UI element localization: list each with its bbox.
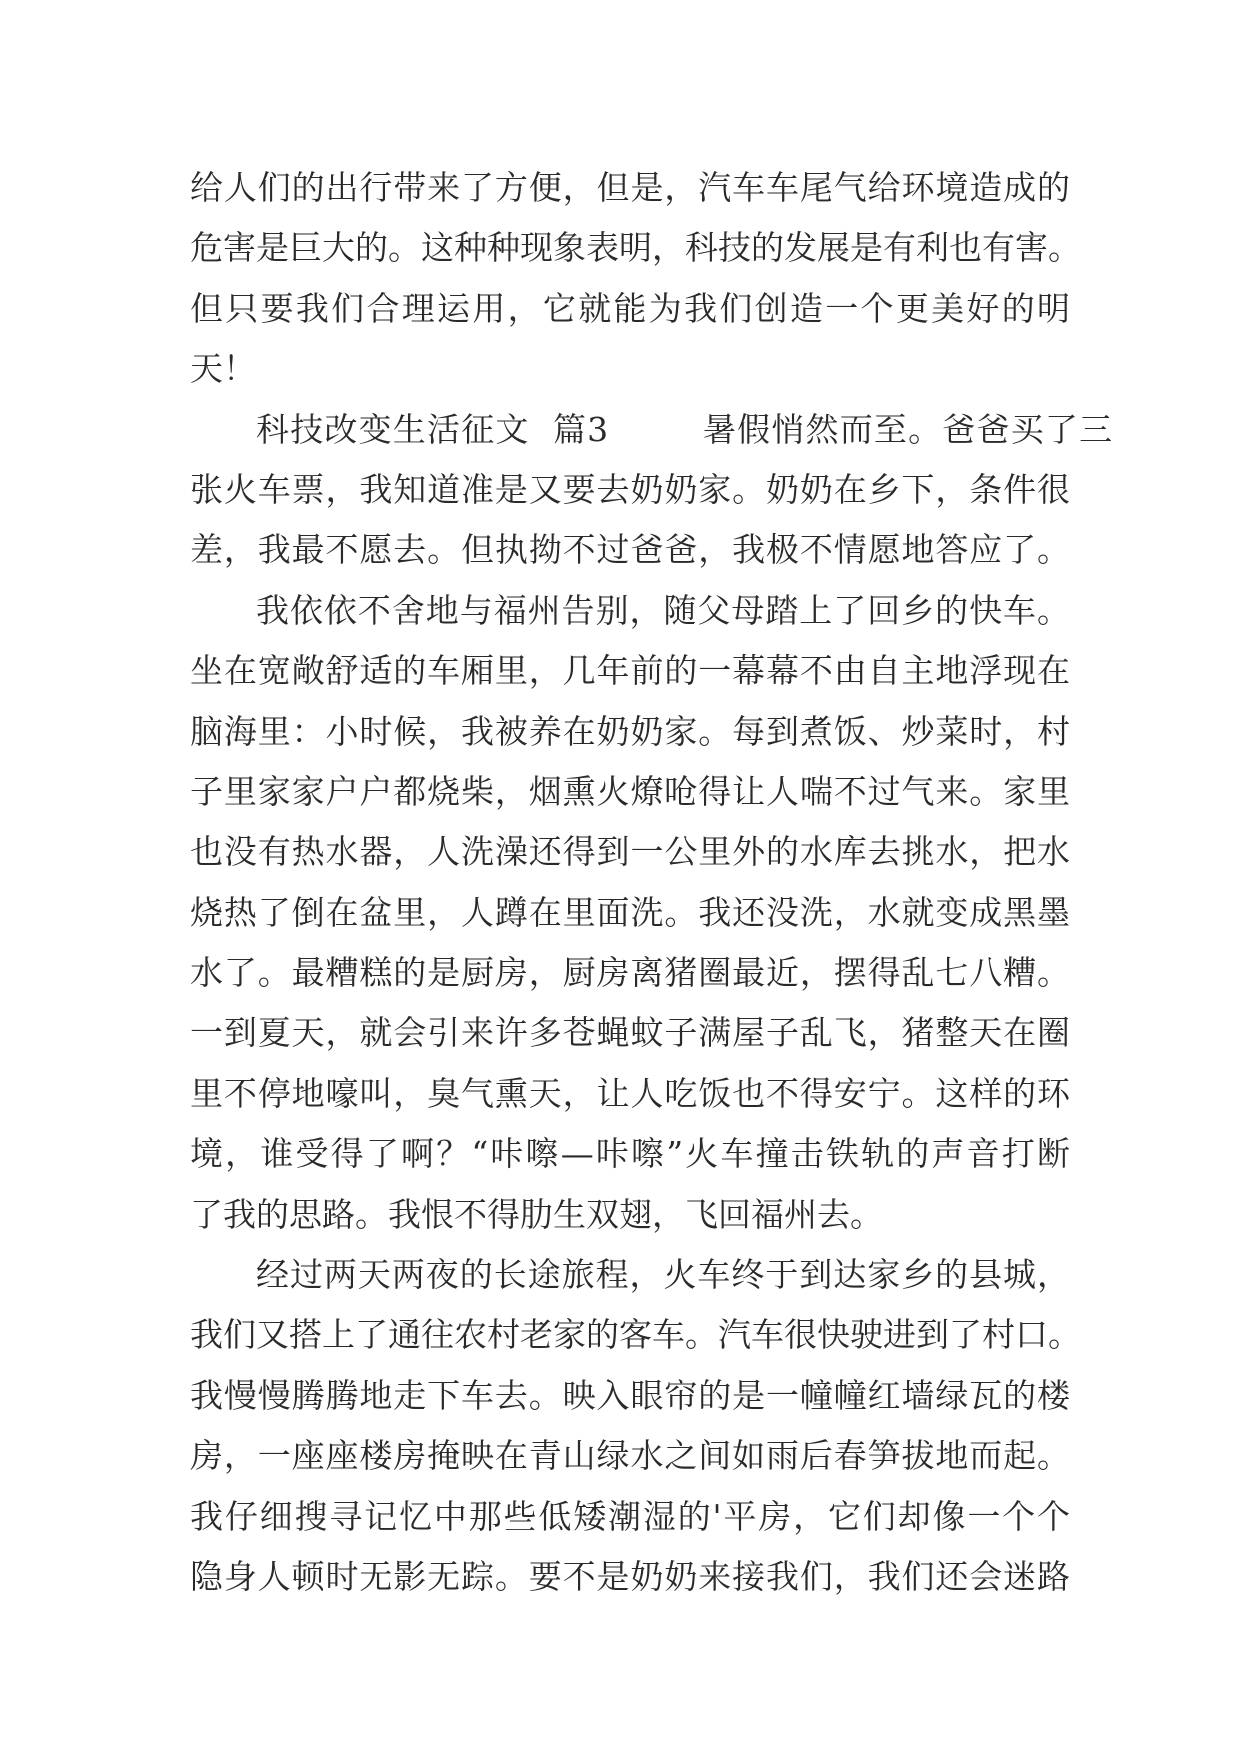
text-line: 我们又搭上了通往农村老家的客车。汽车很快驶进到了村口。: [190, 1315, 1081, 1355]
text-line: 里不停地嚎叫，臭气熏天，让人吃饭也不得安宁。这样的环: [190, 1073, 1070, 1113]
text-line: 给人们的出行带来了方便，但是，汽车车尾气给环境造成的: [190, 168, 1070, 207]
text-line: 我仔细搜寻记忆中那些低矮潮湿的'平房，它们却像一个个: [190, 1496, 1070, 1536]
text-line: 了我的思路。我恨不得肋生双翅，飞回福州去。: [190, 1194, 883, 1234]
body-text: [190, 158, 1114, 1607]
text-line: 隐身人顿时无影无踪。要不是奶奶来接我们，我们还会迷路: [190, 1556, 1070, 1596]
text-line: 境，谁受得了啊？“咔嚓—咔嚓”火车撞击铁轨的声音打断: [190, 1134, 1070, 1174]
text-line: 天！: [190, 349, 256, 389]
text-line: 一到夏天，就会引来许多苍蝇蚊子满屋子乱飞，猪整天在圈: [190, 1013, 1070, 1053]
text-line: 但只要我们合理运用，它就能为我们创造一个更美好的明: [190, 288, 1070, 328]
text-line: 烧热了倒在盆里，人蹲在里面洗。我还没洗，水就变成黑墨: [190, 892, 1070, 932]
text-line: 也没有热水器，人洗澡还得到一公里外的水库去挑水，把水: [190, 832, 1070, 872]
text-line: 水了。最糟糕的是厨房，厨房离猪圈最近，摆得乱七八糟。: [190, 953, 1070, 993]
text-line: 房，一座座楼房掩映在青山绿水之间如雨后春笋拔地而起。: [190, 1436, 1070, 1476]
text-line: 坐在宽敞舒适的车厢里，几年前的一幕幕不由自主地浮现在: [190, 651, 1070, 691]
text-line: 张火车票，我知道准是又要去奶奶家。奶奶在乡下，条件很: [190, 469, 1070, 509]
paragraph-start-line: 我依依不舍地与福州告别，随父母踏上了回乡的快车。: [256, 590, 1070, 630]
section-heading-line: 科技改变生活征文 篇3 暑假悄然而至。爸爸买了三: [256, 409, 1114, 449]
paragraph-start-line: 经过两天两夜的长途旅程，火车终于到达家乡的县城，: [256, 1255, 1070, 1295]
text-line: 脑海里：小时候，我被养在奶奶家。每到煮饭、炒菜时，村: [190, 711, 1070, 751]
text-line: 我慢慢腾腾地走下车去。映入眼帘的是一幢幢红墙绿瓦的楼: [190, 1375, 1070, 1415]
text-line: 危害是巨大的。这种种现象表明，科技的发展是有利也有害。: [190, 228, 1081, 268]
text-line: 子里家家户户都烧柴，烟熏火燎呛得让人喘不过气来。家里: [190, 771, 1070, 811]
text-line: 差，我最不愿去。但执拗不过爸爸，我极不情愿地答应了。: [190, 530, 1070, 570]
